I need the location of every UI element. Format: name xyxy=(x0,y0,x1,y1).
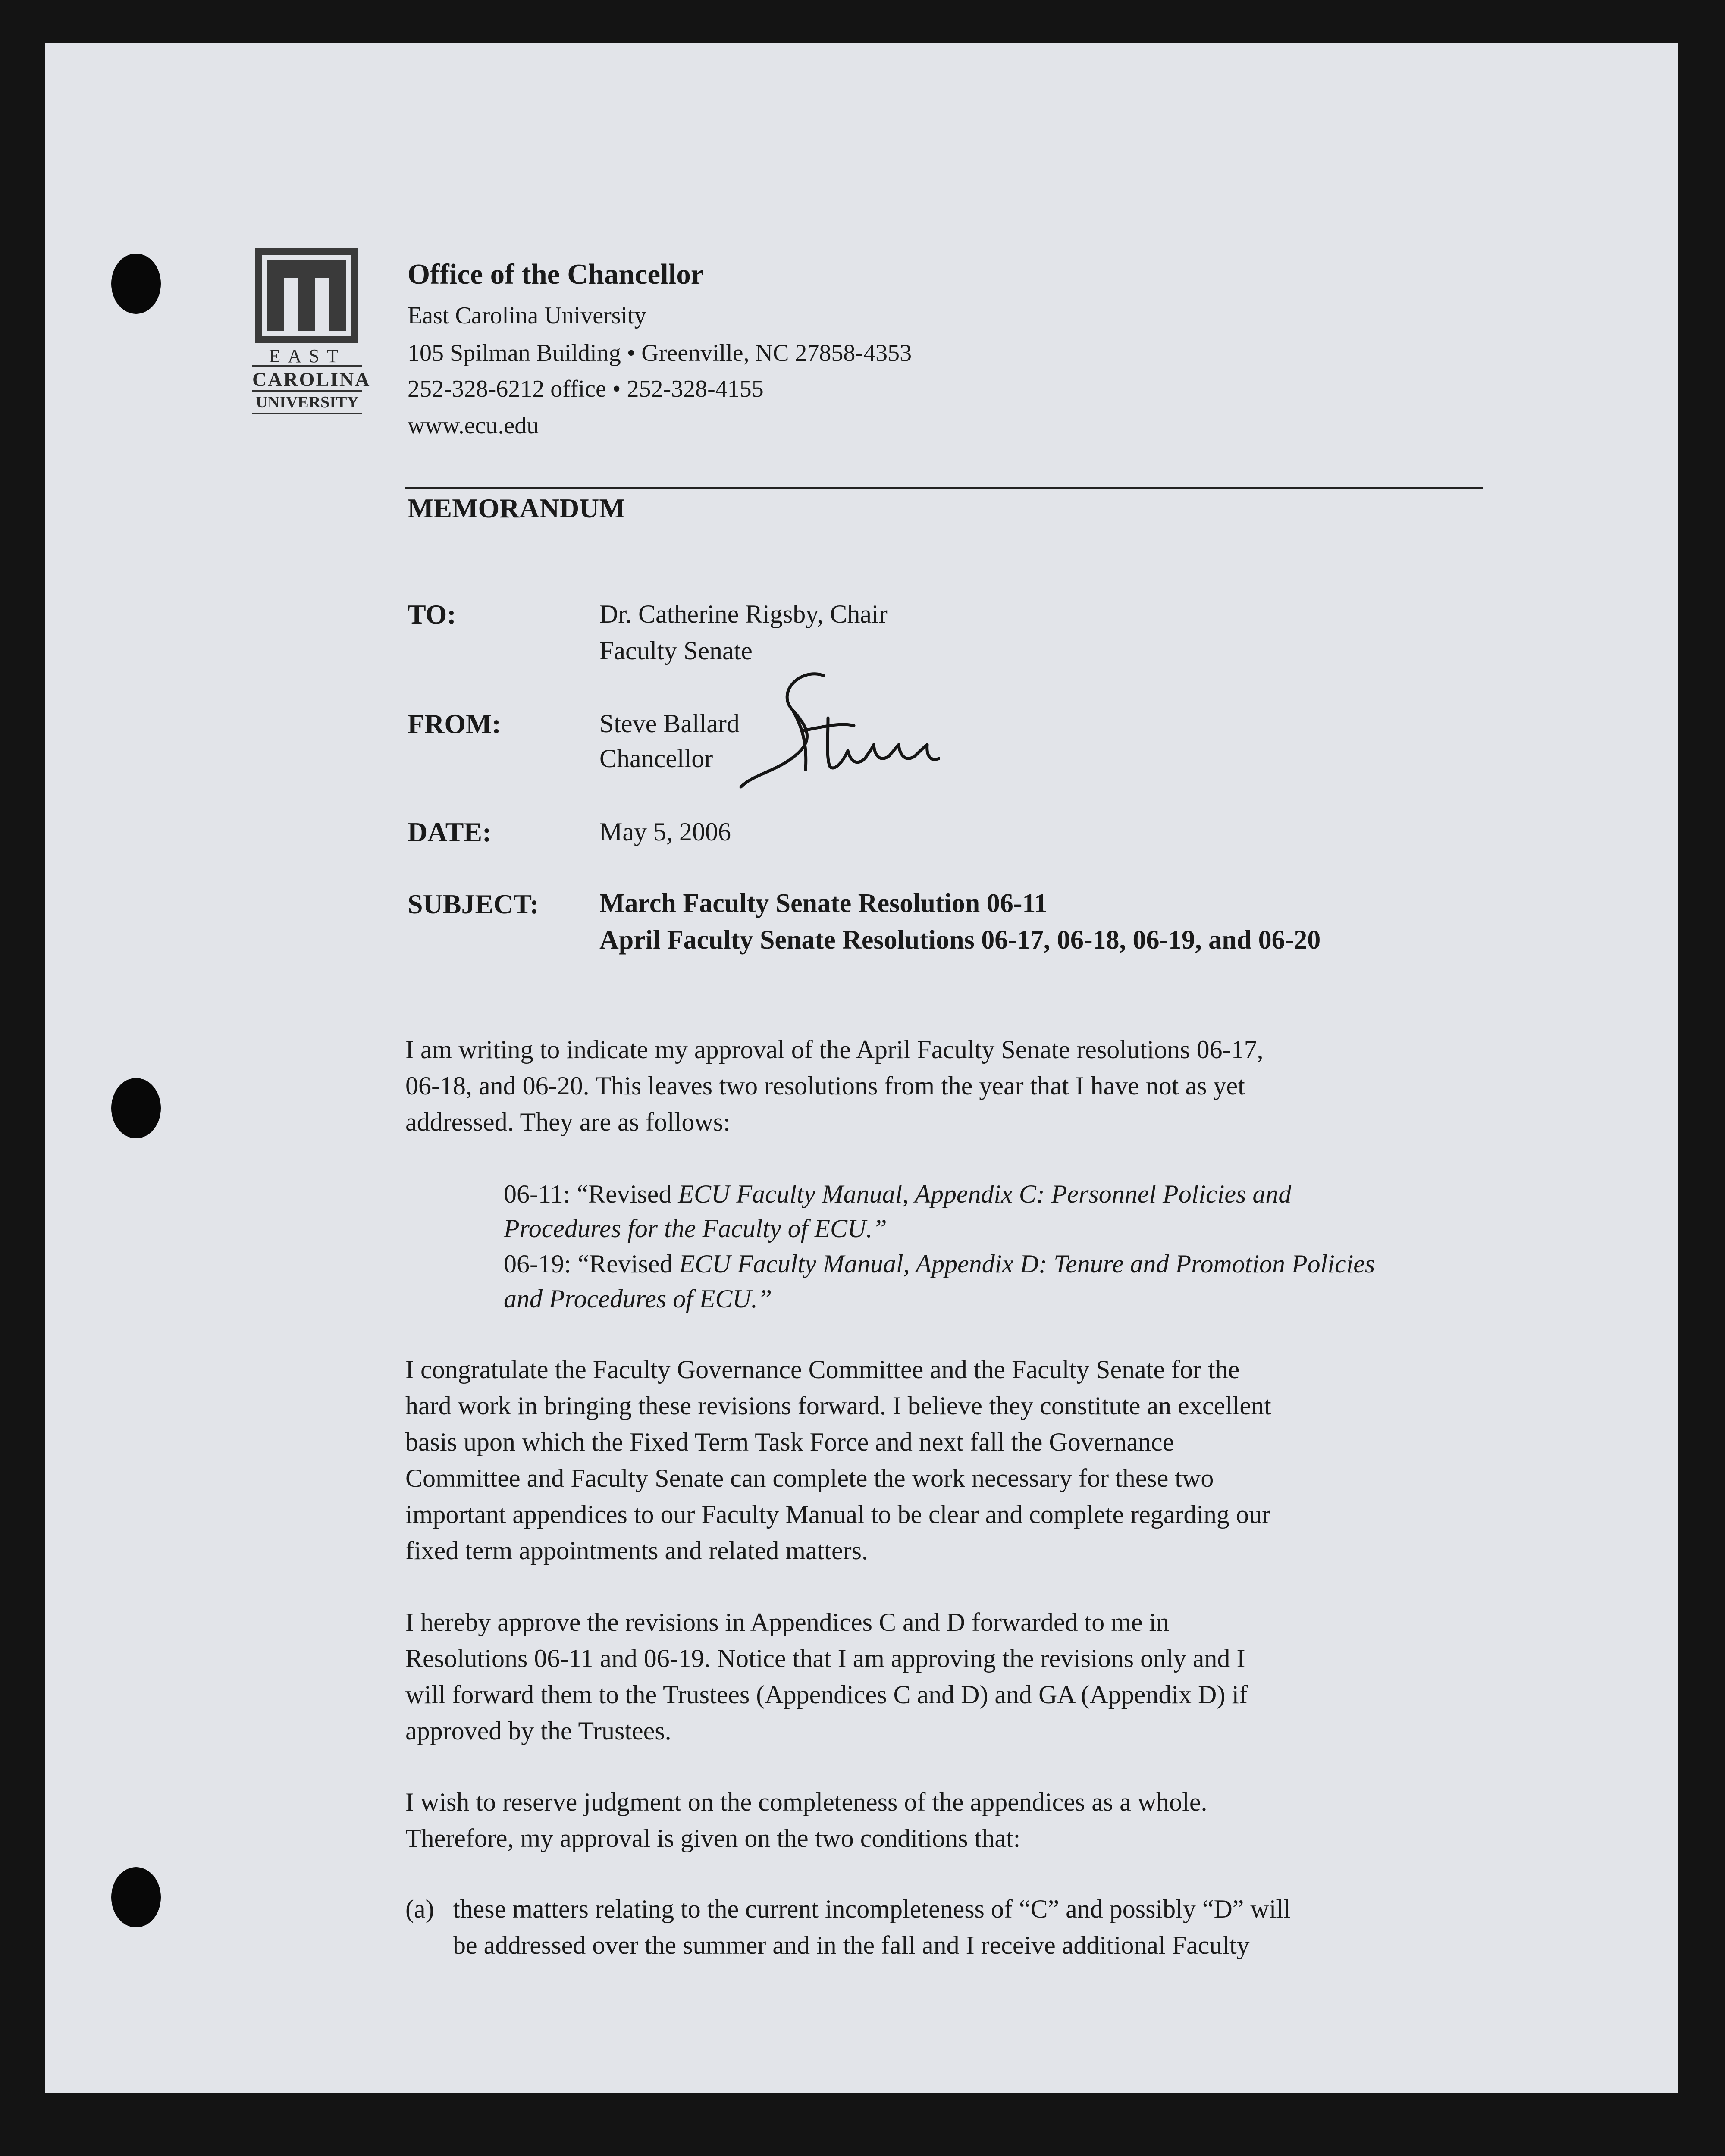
punch-hole xyxy=(111,1867,161,1927)
subject-line-1: March Faculty Senate Resolution 06-11 xyxy=(599,889,1048,918)
body-line: fixed term appointments and related matters. xyxy=(405,1536,868,1565)
phone-numbers: 252-328-6212 office • 252-328-4155 xyxy=(408,376,764,402)
list-item-a-line: these matters relating to the current incompleteness of “C” and possibly “D” will xyxy=(453,1895,1291,1923)
body-line: I am writing to indicate my approval of the April Faculty Senate resolutions 06-17, xyxy=(405,1035,1264,1064)
body-line: basis upon which the Fixed Term Task Force and next fall the Governance xyxy=(405,1428,1174,1456)
list-item-a-line: be addressed over the summer and in the fall and I receive additional Faculty xyxy=(453,1931,1250,1959)
body-line: Committee and Faculty Senate can complete the work necessary for these two xyxy=(405,1464,1214,1492)
from-label: FROM: xyxy=(408,708,501,739)
body-line: will forward them to the Trustees (Appendices C and D) and GA (Appendix D) if xyxy=(405,1680,1248,1709)
to-recipient: Dr. Catherine Rigsby, Chair xyxy=(599,600,888,628)
office-name: Office of the Chancellor xyxy=(408,258,704,290)
date-label: DATE: xyxy=(408,817,492,847)
to-recipient-title: Faculty Senate xyxy=(599,636,753,665)
from-sender-title: Chancellor xyxy=(599,744,713,773)
subject-label: SUBJECT: xyxy=(408,889,539,919)
date-value: May 5, 2006 xyxy=(599,818,731,846)
body-line: I wish to reserve judgment on the completeness of the appendices as a whole. xyxy=(405,1788,1208,1816)
punch-hole xyxy=(111,1078,161,1138)
resolution-06-19-title: ECU Faculty Manual, Appendix D: Tenure and Promotion Policies xyxy=(679,1250,1375,1278)
body-line: important appendices to our Faculty Manual to be clear and complete regarding our xyxy=(405,1500,1270,1529)
body-line: approved by the Trustees. xyxy=(405,1717,671,1745)
website: www.ecu.edu xyxy=(408,412,539,439)
body-line: 06-18, and 06-20. This leaves two resolutions from the year that I have not as yet xyxy=(405,1072,1245,1100)
header-divider xyxy=(405,487,1484,489)
university-name: East Carolina University xyxy=(408,302,646,329)
ecu-logo xyxy=(252,248,371,420)
to-label: TO: xyxy=(408,599,456,630)
resolution-06-11 xyxy=(504,1179,1291,1209)
signature xyxy=(737,671,940,796)
resolution-06-11-title-cont: Procedures for the Faculty of ECU.” xyxy=(504,1214,887,1243)
body-line: I congratulate the Faculty Governance Committee and the Faculty Senate for the xyxy=(405,1355,1240,1384)
resolution-06-11-title: ECU Faculty Manual, Appendix C: Personnel Policies and xyxy=(678,1180,1292,1208)
body-line: I hereby approve the revisions in Appendices C and D forwarded to me in xyxy=(405,1608,1170,1636)
punch-hole xyxy=(111,254,161,314)
resolution-06-19-prefix: 06-19: “Revised xyxy=(504,1250,679,1278)
body-line: addressed. They are as follows: xyxy=(405,1108,731,1136)
ecu-logo-icon xyxy=(255,248,358,343)
resolution-06-19-title-cont: and Procedures of ECU.” xyxy=(504,1285,772,1313)
street-address: 105 Spilman Building • Greenville, NC 27858-4353 xyxy=(408,340,912,367)
memo-title: MEMORANDUM xyxy=(408,493,625,523)
logo-text-east: EAST xyxy=(269,345,346,367)
body-line: Resolutions 06-11 and 06-19. Notice that I am approving the revisions only and I xyxy=(405,1644,1245,1673)
logo-text-university: UNIVERSITY xyxy=(252,390,362,414)
logo-text-carolina: CAROLINA xyxy=(252,365,362,391)
from-sender: Steve Ballard xyxy=(599,709,740,738)
resolution-06-19 xyxy=(504,1249,1375,1279)
resolution-06-11-prefix: 06-11: “Revised xyxy=(504,1180,678,1208)
subject-line-2: April Faculty Senate Resolutions 06-17, 06-18, 06-19, and 06-20 xyxy=(599,925,1321,955)
body-line: hard work in bringing these revisions forward. I believe they constitute an excellent xyxy=(405,1391,1271,1420)
body-line: Therefore, my approval is given on the two conditions that: xyxy=(405,1824,1021,1852)
list-marker-a: (a) xyxy=(405,1895,434,1923)
